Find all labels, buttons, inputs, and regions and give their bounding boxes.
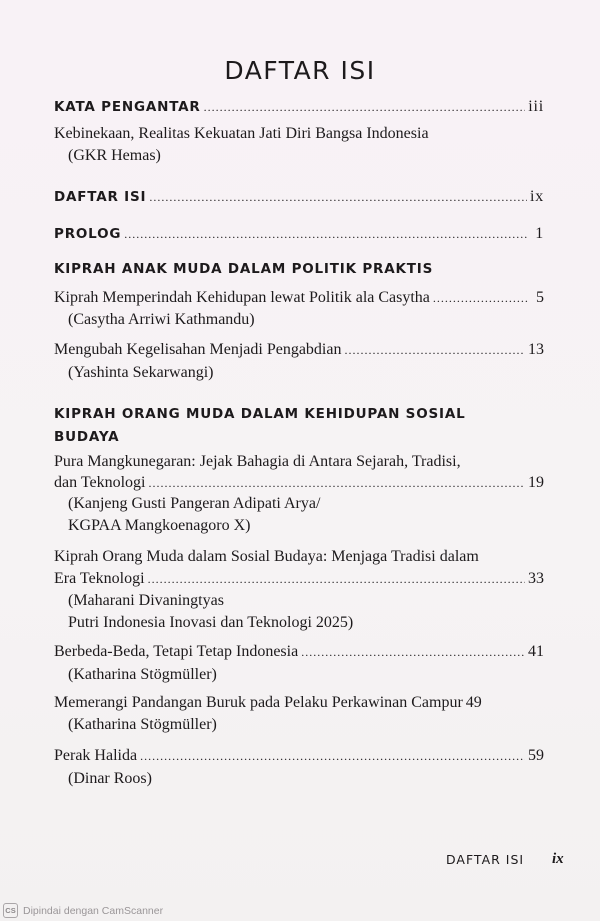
toc-entry-label: Berbeda-Beda, Tetapi Tetap Indonesia — [54, 643, 299, 660]
toc-entry-maharani[interactable] — [54, 570, 544, 588]
page-title: DAFTAR ISI — [224, 56, 376, 85]
toc-entry-page: ix — [529, 188, 544, 205]
toc-entry-label: dan Teknologi — [54, 474, 146, 491]
toc-entry-page: 33 — [528, 570, 544, 587]
toc-entry-yashinta[interactable] — [54, 341, 544, 359]
toc-entry-casytha[interactable] — [54, 289, 544, 307]
toc-entry-author: (Katharina Stögmüller) — [68, 716, 217, 733]
toc-entry-author: (GKR Hemas) — [68, 147, 161, 164]
scanner-watermark — [0, 900, 600, 921]
dot-leader — [148, 476, 525, 491]
toc-entry-page: 5 — [536, 289, 544, 306]
dot-leader — [433, 291, 529, 306]
dot-leader — [301, 645, 525, 660]
toc-entry-author: (Yashinta Sekarwangi) — [68, 364, 214, 381]
running-footer-label: DAFTAR ISI — [446, 852, 525, 867]
toc-entry-author-cont: Putri Indonesia Inovasi dan Teknologi 2025) — [68, 614, 354, 631]
toc-entry-page: 41 — [528, 643, 544, 660]
toc-entry-page: 1 — [535, 225, 544, 242]
toc-entry-mangkunegaran[interactable] — [54, 474, 544, 492]
toc-entry-berbeda[interactable] — [54, 643, 544, 661]
dot-leader — [344, 343, 525, 358]
toc-entry-author-cont: KGPAA Mangkoenagoro X) — [68, 517, 251, 534]
toc-entry-label: Era Teknologi — [54, 570, 145, 587]
toc-entry-label: KATA PENGANTAR — [54, 99, 201, 115]
dot-leader — [124, 227, 529, 242]
dot-leader — [148, 572, 525, 587]
toc-entry-kata-pengantar[interactable] — [54, 98, 544, 116]
toc-entry-maharani-line1[interactable]: Kiprah Orang Muda dalam Sosial Budaya: Menjaga Tradisi dalam — [54, 548, 479, 565]
toc-entry-author: (Kanjeng Gusti Pangeran Adipati Arya/ — [68, 495, 321, 512]
toc-entry-label: Kiprah Memperindah Kehidupan lewat Politik ala Casytha — [54, 289, 430, 306]
toc-entry-page: 13 — [528, 341, 544, 358]
page-number: ix — [552, 851, 564, 867]
toc-entry-page: 49 — [465, 694, 482, 711]
toc-entry-label: DAFTAR ISI — [54, 189, 147, 205]
section-heading-sosial-budaya-cont: BUDAYA — [54, 429, 120, 445]
toc-entry-author: (Casytha Arriwi Kathmandu) — [68, 311, 255, 328]
toc-entry-author: (Katharina Stögmüller) — [68, 666, 217, 683]
toc-entry-author: (Maharani Divaningtyas — [68, 592, 224, 609]
toc-entry-perak[interactable] — [54, 747, 544, 765]
toc-entry-page: 19 — [528, 474, 544, 491]
toc-entry-daftar-isi[interactable] — [54, 188, 544, 206]
toc-entry-page: iii — [528, 98, 544, 115]
camscanner-icon: CS — [3, 903, 18, 918]
dot-leader — [204, 100, 526, 115]
section-heading-politik: KIPRAH ANAK MUDA DALAM POLITIK PRAKTIS — [54, 261, 434, 277]
toc-entry-page: 59 — [528, 747, 544, 764]
toc-entry-mangkunegaran-line1[interactable]: Pura Mangkunegaran: Jejak Bahagia di Antara Sejarah, Tradisi, — [54, 453, 461, 470]
section-heading-sosial-budaya: KIPRAH ORANG MUDA DALAM KEHIDUPAN SOSIAL — [54, 406, 466, 422]
dot-leader — [149, 190, 527, 205]
toc-entry-author: (Dinar Roos) — [68, 770, 152, 787]
watermark-text: Dipindai dengan CamScanner — [23, 904, 164, 917]
toc-entry-label: Perak Halida — [54, 747, 138, 764]
toc-entry-label: Mengubah Kegelisahan Menjadi Pengabdian — [54, 341, 342, 358]
toc-entry-prolog[interactable] — [54, 225, 544, 243]
dot-leader — [140, 749, 525, 764]
toc-entry-label: PROLOG — [54, 226, 122, 242]
toc-entry-memerangi[interactable] — [54, 694, 544, 712]
toc-entry-label: Memerangi Pandangan Buruk pada Pelaku Perkawinan Campur — [54, 694, 463, 711]
toc-entry-kebinekaan[interactable]: Kebinekaan, Realitas Kekuatan Jati Diri Bangsa Indonesia — [54, 125, 429, 142]
